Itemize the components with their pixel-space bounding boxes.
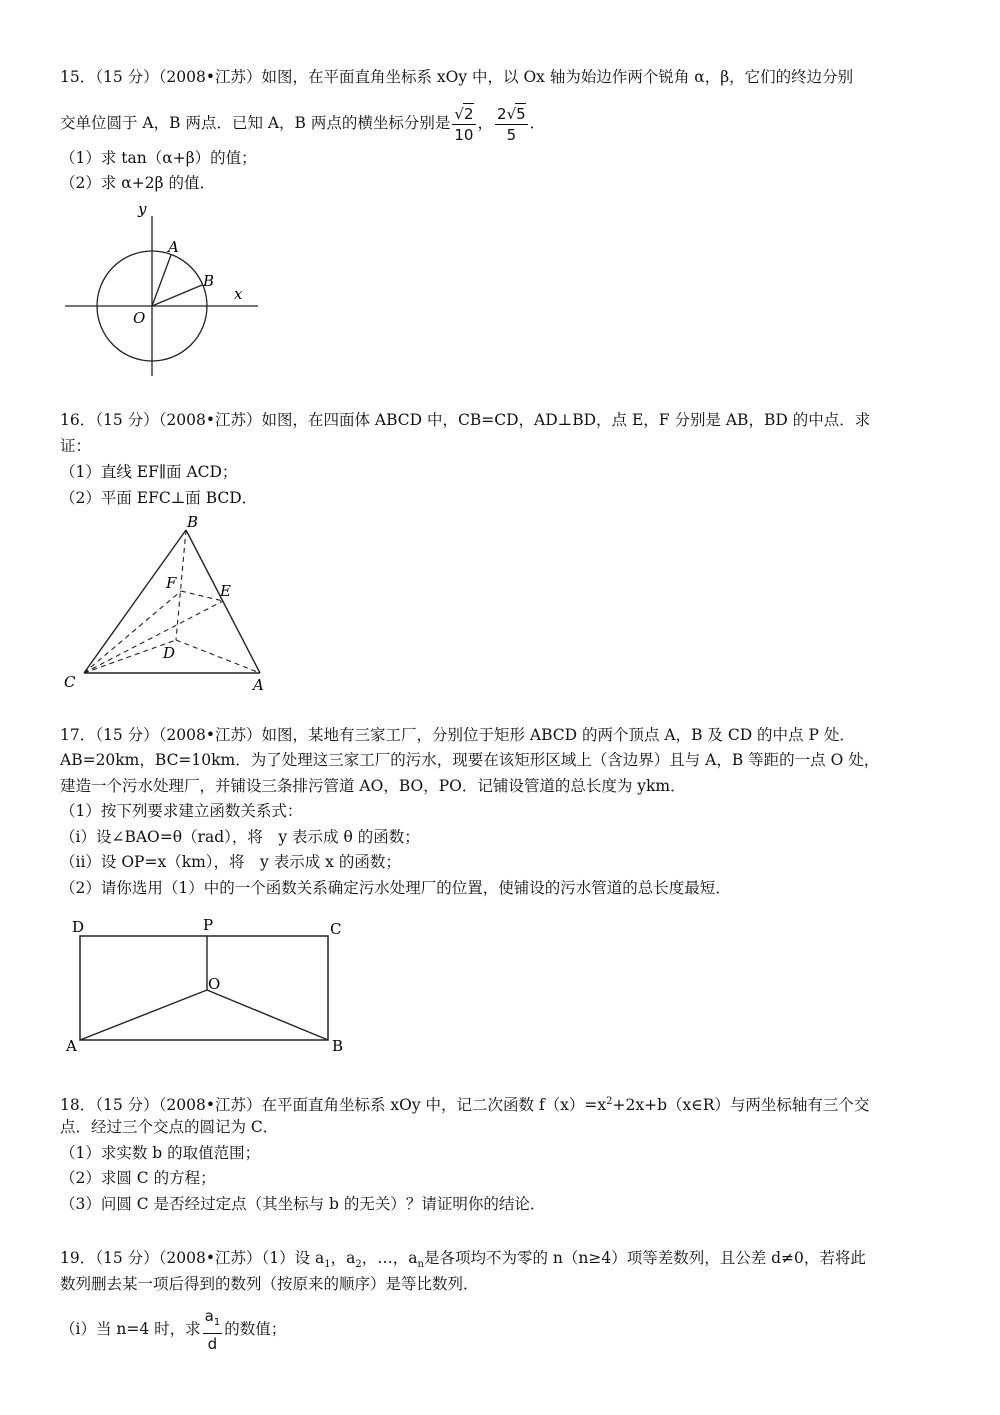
pipe-bo — [207, 990, 328, 1040]
x-label: x — [234, 285, 243, 303]
q17-part1-ii: （ii）设 OP=x（km），将 y 表示成 x 的函数； — [60, 853, 401, 871]
q15-part1: （1）求 tan（α+β）的值； — [60, 149, 257, 167]
q17-part2: （2）请你选用（1）中的一个函数关系确定污水处理厂的位置，使铺设的污水管道的总长度最短． — [60, 879, 731, 897]
q15-frac1: $\frac{√2}{10}$ — [454, 105, 474, 144]
y-label: y — [138, 200, 147, 218]
q16-line2: 证： — [60, 437, 92, 455]
q19-part-i: （i）当 n=4 时，求 $\frac{a_1}{d}$ 的数值； — [60, 1307, 287, 1353]
edge-bd — [176, 530, 186, 640]
q15-frac2: $\frac{2√5}{5}$ — [497, 105, 526, 144]
q17-rectangle-figure — [60, 910, 360, 1060]
label-a: A — [253, 676, 264, 694]
label-d: D — [163, 644, 176, 662]
origin-label: O — [133, 309, 146, 327]
q15-line2: 交单位圆于 A，B 两点．已知 A，B 两点的横坐标分别是 $\frac{√2}{10}$ ， $\frac{2√5}{5}$ ． — [60, 105, 546, 144]
point-a-label: A — [168, 238, 179, 256]
label-d: D — [72, 918, 85, 936]
label-e: E — [220, 582, 231, 600]
q19-line1: 19．（15 分）（2008•江苏）（1）设 $a_1$，$a_2$，…，$a_n$是各项均不为零的 n（n≥4）项等差数列，且公差 d≠0，若将此 — [60, 1249, 866, 1271]
q16-part1: （1）直线 EF∥面 ACD； — [60, 463, 238, 481]
q17-part1: （1）按下列要求建立函数关系式： — [60, 802, 303, 820]
q18-line1: 18．（15 分）（2008•江苏）在平面直角坐标系 xOy 中，记二次函数 $f(x)=x^2+2x+b(x\in R)$与两坐标轴有三个交 — [60, 1096, 870, 1115]
q17-line2: AB=20km，BC=10km．为了处理这三家工厂的污水，现要在该矩形区域上（含边界）且与 A，B 等距的一点 O 处， — [60, 751, 880, 769]
edge-da — [176, 640, 260, 673]
ray-oa — [152, 255, 171, 306]
q16-tetrahedron-figure — [60, 513, 280, 695]
label-b: B — [187, 513, 199, 531]
label-f: F — [166, 574, 177, 592]
q16-line1: 16．（15 分）（2008•江苏）如图，在四面体 ABCD 中，CB=CD，AD⊥BD，点 E，F 分别是 AB，BD 的中点．求 — [60, 411, 871, 429]
label-p: P — [203, 916, 214, 934]
q18-part2: （2）求圆 C 的方程； — [60, 1169, 216, 1187]
label-o: O — [208, 975, 221, 993]
label-c: C — [330, 920, 342, 938]
q16-part2: （2）平面 EFC⊥面 BCD． — [60, 489, 258, 507]
label-b: B — [332, 1037, 344, 1055]
q17-line1: 17．（15 分）（2008•江苏）如图，某地有三家工厂，分别位于矩形 ABCD 的两个顶点 A，B 及 CD 的中点 P 处． — [60, 726, 855, 744]
q15-line1: 15．（15 分）（2008•江苏）如图，在平面直角坐标系 xOy 中，以 Ox 轴为始边作两个锐角 α，β，它们的终边分别 — [60, 68, 854, 86]
q19-line2: 数列删去某一项后得到的数列（按原来的顺序）是等比数列． — [60, 1275, 479, 1293]
q19-frac-a1-d: $\frac{a_1}{d}$ — [204, 1307, 221, 1353]
q18-part3: （3）问圆 C 是否经过定点（其坐标与 b 的无关）？请证明你的结论． — [60, 1195, 546, 1213]
q15-part2: （2）求 α+2β 的值． — [60, 174, 215, 192]
segment-fe — [181, 591, 223, 601]
pipe-ao — [80, 990, 207, 1040]
q17-part1-i: （i）设∠BAO=θ（rad），将 y 表示成 θ 的函数； — [60, 828, 420, 846]
q17-line3: 建造一个污水处理厂，并铺设三条排污管道 AO，BO，PO．记铺设管道的总长度为 ykm． — [60, 777, 686, 795]
point-b-label: B — [203, 272, 215, 290]
q18-line2: 点．经过三个交点的圆记为 C． — [60, 1118, 279, 1136]
q18-part1: （1）求实数 b 的取值范围； — [60, 1144, 261, 1162]
q15-line2-text: 交单位圆于 A，B 两点．已知 A，B 两点的横坐标分别是 — [60, 114, 451, 132]
q15-unit-circle-figure — [60, 198, 280, 380]
ray-ob — [152, 285, 202, 306]
label-a: A — [66, 1037, 77, 1055]
label-c: C — [64, 673, 76, 691]
segment-ce — [84, 601, 223, 673]
